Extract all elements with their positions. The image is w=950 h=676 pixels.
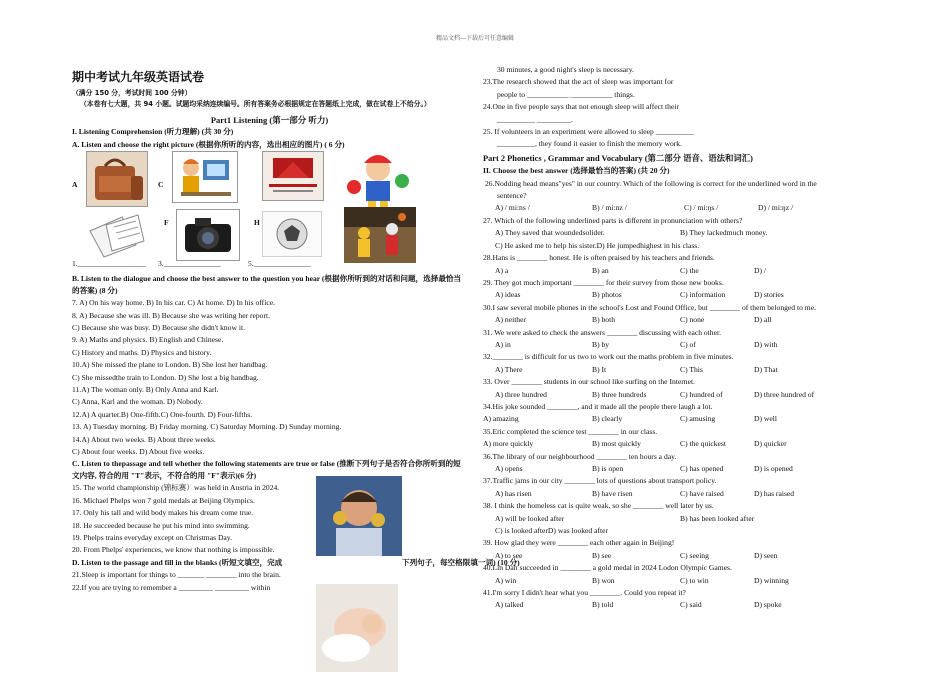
b-item: C) About four weeks. D) About five weeks. — [72, 447, 205, 456]
b-item: 9. A) Maths and physics. B) English and Chinese. — [72, 335, 224, 345]
section-d-heading: D. Listen to the passage and fill in the blanks (听短文填空，完成 下列句子，每空格限填一词) (10 分) — [72, 557, 520, 567]
picture-label-c: C — [158, 180, 164, 190]
b-item: 13. A) Tuesday morning. B) Friday morning. C) Saturday Morning. D) Sunday morning. — [72, 422, 342, 432]
question: 37.Traffic jams in our city ________ lots of questions about transport policy. — [483, 476, 717, 486]
computer-boy-picture — [172, 151, 238, 203]
section-2-heading: II. Choose the best answer (选择最恰当的答案) (共 20 分) — [483, 166, 670, 176]
instructions: （本卷有七大题，共 94 小题。试题均采纳连续编号。所有答案务必根据规定在答题纸上完成，做在试卷上不给分。） — [80, 100, 431, 109]
options: A) neither B) both C) none D) all — [495, 315, 772, 325]
picture-label-f: F — [164, 218, 169, 228]
d-item: __________ _________. — [497, 114, 573, 124]
page-title: 期中考试九年级英语试卷 — [72, 70, 205, 84]
section-1-heading: I. Listening Comprehension (听力理解) (共 30 分) — [72, 127, 234, 137]
c-item: 18. He succeeded because he put his mind into swimming. — [72, 520, 250, 530]
question-27: 27. Which of the following underlined parts is different in pronunciation with others? — [483, 215, 743, 225]
question: 31. We were asked to check the answers ________ discussing with each other. — [483, 327, 721, 337]
c-item: 17. Only his tall and wild body makes his dream come true. — [72, 508, 254, 518]
picture-grid — [72, 151, 467, 269]
b-item: 11.A) The woman only. B) Only Anna and Karl. — [72, 384, 219, 394]
options: A) win B) won C) to win D) winning — [495, 575, 789, 585]
d-item: 23.The research showed that the act of sleep was important for — [483, 77, 674, 87]
question: 29. They got much important ________ for their survey from those new books. — [483, 277, 724, 287]
header-note: 精品文档---下载后可任意编辑 — [436, 36, 514, 42]
options: A) a B) an C) the D) / — [495, 265, 767, 275]
b-item: 14.A) About two weeks. B) About three weeks. — [72, 434, 216, 444]
b-item: 10.A) She missed the plane to London. B) She lost her handbag. — [72, 360, 268, 370]
b-item: C) History and maths. D) Physics and history. — [72, 347, 212, 357]
question: 40.Lin Dan succeeded in ________ a gold medal in 2024 Lodon Olympic Games. — [483, 563, 732, 573]
q26-options: A) / mi:ns / B) / mi:nz / C) / mi:ŋs / D) / mi:ŋz / — [495, 203, 794, 213]
camera-picture — [176, 209, 240, 261]
question: 36.The library of our neighbourhood ________ ten hours a day. — [483, 451, 677, 461]
options: A) in B) by C) of D) with — [495, 339, 778, 349]
section-c-heading: C. Listen to thepassage and tell whether the following statements are true or false (推断下列句子是否符合你所听到的短文内容, 符合的用 "T"表示，不符合的用 "F"表示)(6 分) — [72, 459, 461, 481]
question: 32.________ is difficult for us two to work out the maths problem in five minutes. — [483, 352, 734, 362]
d-item: __________, they found it easier to finish the memory work. — [497, 139, 682, 149]
picture-label-h: H — [254, 218, 260, 228]
q27-options-2: C) He asked me to help his sister.D) He jumpedhighest in his class. — [495, 240, 700, 250]
options: A) has risen B) have risen C) have raised D) has raised — [495, 488, 795, 498]
section-b-heading: B. Listen to the dialogue and choose the best answer to the question you hear (根据你所听到的对话和问题，选择最恰当的答案) (8 分) — [72, 274, 462, 296]
options: A) amazing B) clearly C) amusing D) well — [483, 414, 777, 424]
options: A) more quickly B) most quickly C) the quickest D) quicker — [483, 439, 787, 449]
c-item: 20. From Phelps' experiences, we know that nothing is impossible. — [72, 545, 275, 555]
question-38: 38. I think the homeless cat is quite weak, so she ________ well later by us. — [483, 501, 714, 511]
question-26: 26.Nodding head means"yes" in our country. Which of the following is correct for the underlined word in the — [485, 178, 817, 188]
bag-picture — [86, 151, 148, 207]
c-item: 19. Phelps trains everyday except on Christmas Day. — [72, 533, 232, 543]
question: 33. Over ________ students in our school like surfing on the Internet. — [483, 377, 695, 387]
d-item: people to ___________ ___________ things. — [497, 89, 635, 99]
c-item: 15. The world championship (锦标赛）was held in Austria in 2024. — [72, 483, 280, 493]
part1-title: Part1 Listening (第一部分 听力) — [210, 114, 329, 125]
question: 39. How glad they were ________ each other again in Beijing! — [483, 538, 675, 548]
b-item: C) She missedthe train to London. D) She lost a big handbag. — [72, 372, 259, 382]
d-item: 30 minutes, a good night's sleep is necessary. — [497, 65, 634, 74]
swimmer-photo — [316, 476, 402, 556]
part2-title: Part 2 Phonetics , Grammar and Vocabulary (第二部分 语音、语法和词汇) — [483, 153, 753, 163]
b-item: C) Anna, Karl and the woman. D) Nobody. — [72, 397, 203, 407]
c-item: 16. Michael Phelps won 7 gold medals at Beijing Olympics. — [72, 495, 255, 505]
d-item: 21.Sleep is important for things to _______ ________ into the brain. — [72, 570, 281, 580]
b-item: 7. A) On his way home. B) In his car. C) At home. D) In his office. — [72, 298, 275, 308]
b-item: 12.A) A quarter.B) One-fifth.C) One-fourth. D) Four-fifths. — [72, 409, 253, 419]
q27-options: A) They saved that woundedsolider. B) They lackedmuch money. — [495, 228, 768, 238]
papers-picture — [86, 211, 148, 259]
q38-options: A) will be looked after B) has been looked after — [495, 513, 755, 523]
options: A) ideas B) photos C) information D) stories — [495, 290, 784, 300]
question: 30.I saw several mobile phones in the school's Lost and Found Office, but ________ of them belonged to me. — [483, 302, 816, 312]
question-26-cont: sentence? — [497, 191, 527, 201]
d-item: 22.If you are trying to remember a _________ _________ within — [72, 582, 271, 592]
options: A) talked B) told C) said D) spoke — [495, 600, 782, 610]
picture-label-a: A — [72, 180, 78, 190]
blank-3: 3._______________ — [158, 259, 221, 269]
book-cover-picture — [262, 151, 324, 201]
score-line: （满分 150 分，考试时间 100 分钟） — [72, 89, 192, 97]
options: A) opens B) is open C) has opened D) is opened — [495, 464, 793, 473]
question: 41.I'm sorry I didn't hear what you ________. Could you repeat it? — [483, 588, 686, 598]
pattern-picture — [262, 211, 322, 257]
b-item: C) Because she was busy. D) Because she didn't know it. — [72, 322, 245, 332]
question: 28.Hans is ________ honest. He is often praised by his teachers and friends. — [483, 253, 715, 263]
basketball-picture — [344, 207, 416, 263]
section-a-heading: A. Listen and choose the right picture (根据你所听的内容，选出相应的图片) ( 6 分) — [72, 139, 345, 149]
question: 34.His joke sounded ________, and it made all the people there laugh a lot. — [483, 401, 713, 411]
blank-1: 1.__________________ — [72, 259, 147, 269]
right-column — [483, 64, 863, 612]
question-list — [483, 252, 863, 500]
question: 35.Eric completed the science test ________ in our class. — [483, 426, 658, 436]
d-item: 25. If volunteers in an experiment were allowed to sleep __________ — [483, 127, 694, 137]
q38-options-2: C) is looked afterD) was looked after — [495, 526, 609, 536]
d-item: 24.One in five people says that not enough sleep will affect their — [483, 102, 679, 112]
b-item: 8. A) Because she was ill. B) Because she was writing her report. — [72, 310, 271, 320]
options: A) three hundred B) three hundreds C) hundred of D) three hundred of — [495, 389, 815, 399]
options: A) There B) It C) This D) That — [495, 364, 778, 374]
cartoon-picture — [344, 151, 412, 211]
options: A) to see B) see C) seeing D) seen — [495, 550, 778, 560]
baby-photo — [316, 584, 398, 672]
blank-5: 5._______________ — [248, 259, 311, 269]
